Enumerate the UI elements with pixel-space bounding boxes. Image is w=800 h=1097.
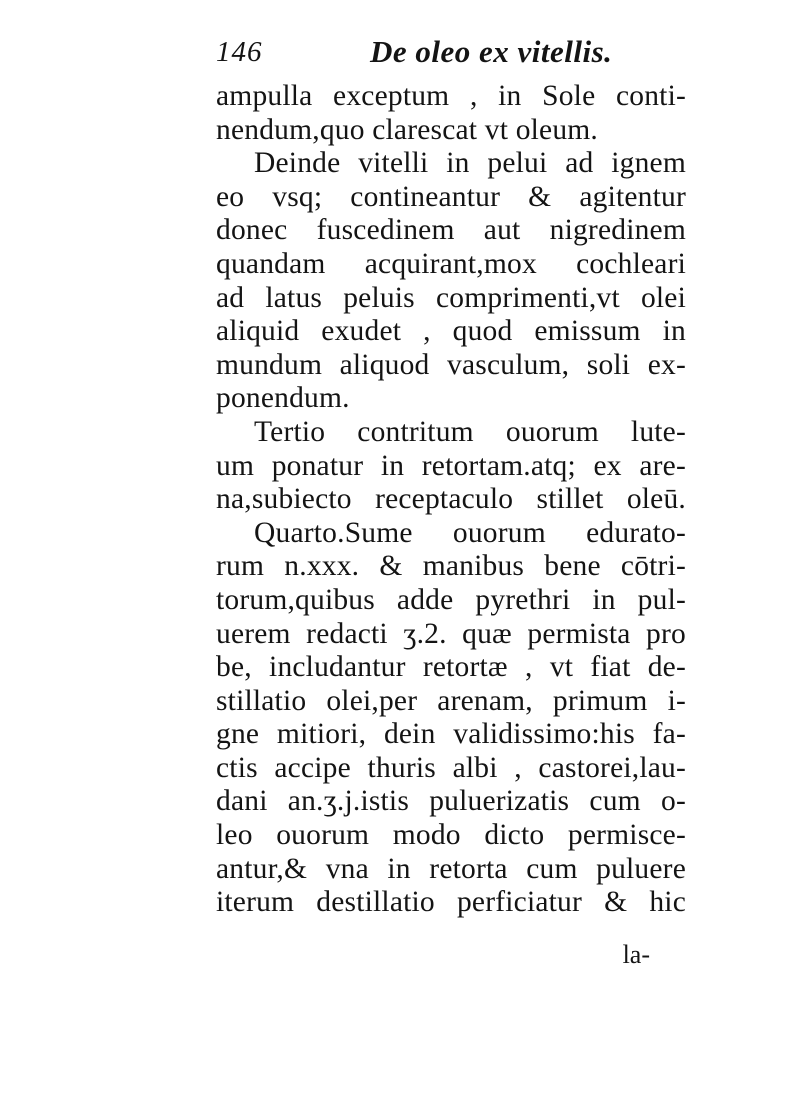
text-line: torum,quibus adde pyrethri in pul- bbox=[216, 583, 686, 616]
text-line: aliquid exudet , quod emissum in bbox=[216, 315, 686, 348]
page-number: 146 bbox=[216, 36, 263, 68]
text-line: uerem redacti ʒ.2. quæ permista pro bbox=[216, 617, 686, 650]
page-header bbox=[216, 34, 686, 74]
text-line: dani an.ʒ.j.istis puluerizatis cum o- bbox=[216, 785, 686, 818]
text-line: iterum destillatio perficiatur & hic bbox=[216, 886, 686, 919]
text-line: eo vsq; contineantur & agitentur bbox=[216, 180, 686, 213]
running-head: De oleo ex vitellis. bbox=[370, 34, 613, 69]
text-line: donec fuscedinem aut nigredinem bbox=[216, 214, 686, 247]
text-line: stillatio olei,per arenam, primum i- bbox=[216, 684, 686, 717]
text-line: na,subiecto receptaculo stillet oleū. bbox=[216, 483, 686, 516]
text-line: Deinde vitelli in pelui ad ignem bbox=[254, 147, 686, 180]
text-line: leo ouorum modo dicto permisce- bbox=[216, 819, 686, 852]
catchword: la- bbox=[622, 940, 650, 969]
text-line: gne mitiori, dein validissimo:his fa- bbox=[216, 718, 686, 751]
text-line: antur,& vna in retorta cum puluere bbox=[216, 852, 686, 885]
text-line: nendum,quo clarescat vt oleum. bbox=[216, 113, 599, 146]
catchword-row bbox=[216, 940, 650, 973]
text-line: Quarto.Sume ouorum edurato- bbox=[254, 516, 686, 549]
text-line: ponendum. bbox=[216, 382, 350, 415]
text-line: um ponatur in retortam.atq; ex are- bbox=[216, 449, 686, 482]
text-line: be, includantur retortæ , vt fiat de- bbox=[216, 651, 686, 684]
text-line: ampulla exceptum , in Sole conti- bbox=[216, 80, 686, 112]
text-line: rum n.xxx. & manibus bene cōtri- bbox=[216, 550, 686, 583]
text-line: Tertio contritum ouorum lute- bbox=[254, 415, 686, 448]
text-line: ctis accipe thuris albi , castorei,lau- bbox=[216, 751, 686, 784]
body-text bbox=[216, 80, 686, 920]
text-line: ad latus peluis comprimenti,vt olei bbox=[216, 281, 686, 314]
text-line: quandam acquirant,mox cochleari bbox=[216, 247, 686, 280]
text-line: mundum aliquod vasculum, soli ex- bbox=[216, 348, 686, 381]
